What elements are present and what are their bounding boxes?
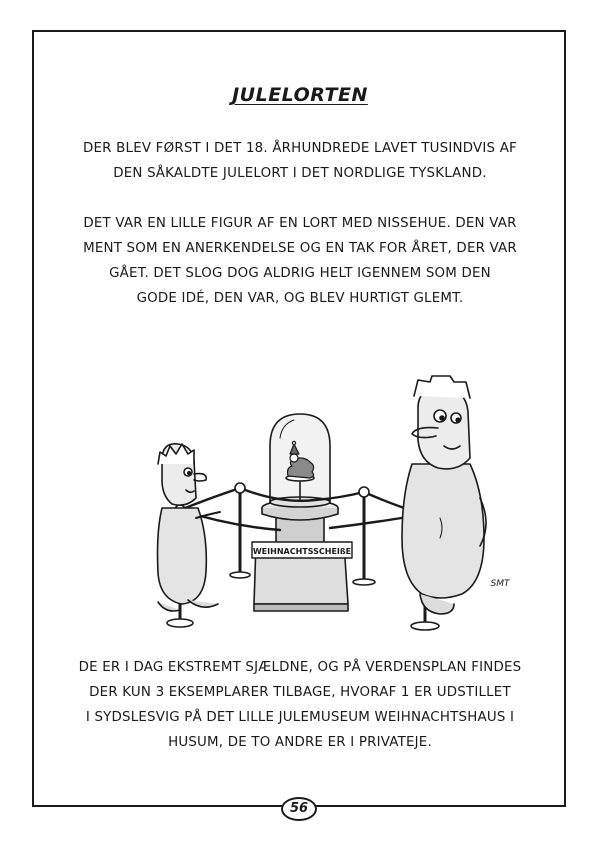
text-line: HUSUM, DE TO ANDRE ER I PRIVATEJE. [168,735,432,750]
museum-illustration [140,368,520,638]
paragraph-1 [40,136,560,186]
tall-man-figure [402,376,486,614]
text-line: GODE IDÉ, DEN VAR, OG BLEV HURTIGT GLEMT. [136,291,464,306]
text-line: DET VAR EN LILLE FIGUR AF EN LORT MED NISSEHUE. DEN VAR [83,216,517,231]
page-title: JULELORTEN [232,84,368,106]
text-line: DER KUN 3 EKSEMPLARER TILBAGE, HVORAF 1 ER UDSTILLET [89,685,511,700]
text-line: MENT SOM EN ANERKENDELSE OG EN TAK FOR ÅRET, DER VAR [83,241,517,256]
text-line: DEN SÅKALDTE JULELORT I DET NORDLIGE TYSKLAND. [113,166,487,181]
page-number: 56 [281,797,317,821]
paragraph-2 [40,211,560,311]
text-line: GÅET. DET SLOG DOG ALDRIG HELT IGENNEM SOM DEN [109,266,491,281]
paragraph-3 [40,655,560,755]
text-line: DE ER I DAG EKSTREMT SJÆLDNE, OG PÅ VERDENSPLAN FINDES [78,660,522,675]
sign-text: WEIHNACHTSSCHEIßE [252,547,352,556]
sign [252,542,352,558]
text-line: I SYDSLESVIG PÅ DET LILLE JULEMUSEUM WEIHNACHTSHAUS I [85,710,515,725]
text-line: DER BLEV FØRST I DET 18. ÅRHUNDREDE LAVET TUSINDVIS AF [83,141,517,156]
small-man-figure [158,444,221,611]
artist-signature: SMT [490,579,510,589]
